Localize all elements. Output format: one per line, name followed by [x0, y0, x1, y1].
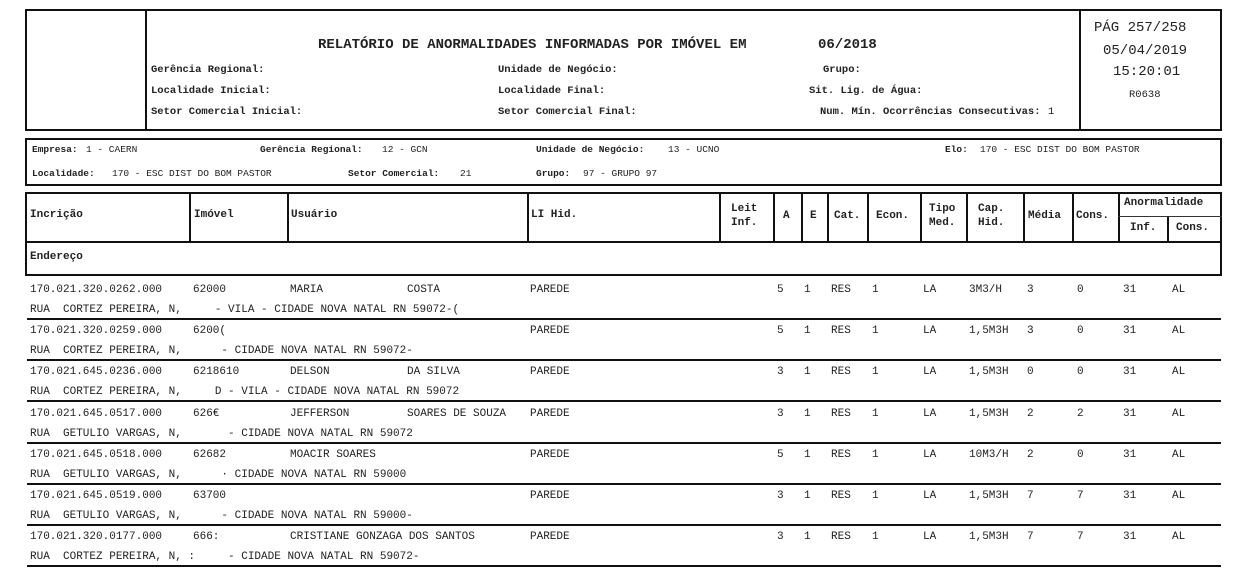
filter-setor-final: Setor Comercial Final: [498, 106, 637, 118]
report-code: R0638 [1129, 89, 1161, 101]
row-tipo-med: LA [923, 490, 937, 502]
row-cat: RES [831, 490, 851, 502]
page-number: PÁG 257/258 [1094, 20, 1187, 36]
col-sep-11 [1023, 192, 1025, 242]
row-tipo-med: LA [923, 366, 937, 378]
row-a: 3 [777, 408, 784, 420]
row-anorm-inf: 31 [1123, 366, 1137, 378]
row-separator [27, 400, 1221, 402]
setor-label: Setor Comercial: [348, 168, 440, 179]
filter-grupo: Grupo: [823, 64, 861, 76]
row-li-hid: PAREDE [530, 325, 570, 337]
anormalidade-divider [1118, 216, 1222, 217]
row-e: 1 [804, 325, 811, 337]
col-tipo-med-1: Tipo [929, 203, 956, 215]
row-separator [27, 359, 1221, 361]
row-e: 1 [804, 449, 811, 461]
filter-gerencia-regional: Gerência Regional: [151, 64, 265, 76]
row-cap-hid: 1,5M3H [969, 366, 1009, 378]
col-sep-4 [719, 192, 721, 242]
setor-value: 21 [460, 168, 472, 179]
row-imovel: 62000 [193, 284, 227, 296]
row-media: 3 [1027, 284, 1034, 296]
gerencia-label: Gerência Regional: [260, 144, 363, 155]
row-usuario-sobrenome: DA SILVA [407, 366, 460, 378]
row-usuario: JEFFERSON [290, 408, 350, 420]
row-cat: RES [831, 325, 851, 337]
row-usuario: CRISTIANE GONZAGA DOS SANTOS [290, 531, 475, 543]
col-sep-9 [920, 192, 922, 242]
row-a: 5 [777, 449, 784, 461]
row-tipo-med: LA [923, 325, 937, 337]
row-cat: RES [831, 449, 851, 461]
col-sep-13 [1118, 192, 1120, 242]
col-sep-2 [287, 192, 289, 242]
row-inscricao: 170.021.320.0177.000 [30, 531, 163, 543]
row-media: 3 [1027, 325, 1034, 337]
column-header-divider [25, 241, 1222, 243]
filter-num-min-ocorrencias: Num. Mín. Ocorrências Consecutivas: [820, 106, 1041, 118]
col-sep-1 [189, 192, 191, 242]
filter-setor-inicial: Setor Comercial Inicial: [151, 106, 303, 118]
row-separator [27, 565, 1221, 567]
localidade-value: 170 - ESC DIST DO BOM PASTOR [112, 168, 272, 179]
row-inscricao: 170.021.320.0262.000 [30, 284, 163, 296]
col-cap-hid-2: Hid. [978, 217, 1005, 229]
row-endereco: RUA GETULIO VARGAS, N, · CIDADE NOVA NATAL RN 59000 [30, 469, 407, 481]
row-anorm-inf: 31 [1123, 490, 1137, 502]
row-a: 5 [777, 284, 784, 296]
row-inscricao: 170.021.320.0259.000 [30, 325, 163, 337]
row-econ: 1 [872, 284, 879, 296]
col-tipo-med-2: Med. [929, 217, 956, 229]
row-anorm-cons: AL [1172, 531, 1186, 543]
row-cons: 2 [1077, 408, 1084, 420]
row-separator [27, 524, 1221, 526]
row-endereco: RUA CORTEZ PEREIRA, N, - CIDADE NOVA NATAL RN 59072- [30, 345, 413, 357]
row-anorm-cons: AL [1172, 366, 1186, 378]
row-endereco: RUA GETULIO VARGAS, N, - CIDADE NOVA NATAL RN 59000- [30, 510, 413, 522]
report-title: RELATÓRIO DE ANORMALIDADES INFORMADAS POR IMÓVEL EM [318, 37, 747, 53]
grupo-label: Grupo: [536, 168, 571, 179]
row-a: 3 [777, 366, 784, 378]
row-inscricao: 170.021.645.0518.000 [30, 449, 163, 461]
row-usuario-sobrenome: COSTA [407, 284, 441, 296]
filter-num-min-ocorrencias-value: 1 [1048, 106, 1055, 118]
col-endereco: Endereço [30, 251, 83, 263]
row-inscricao: 170.021.645.0519.000 [30, 490, 163, 502]
filter-localidade-final: Localidade Final: [498, 85, 606, 97]
row-cat: RES [831, 366, 851, 378]
row-econ: 1 [872, 325, 879, 337]
row-cons: 0 [1077, 366, 1084, 378]
row-anorm-inf: 31 [1123, 408, 1137, 420]
row-media: 7 [1027, 490, 1034, 502]
row-e: 1 [804, 531, 811, 543]
row-cap-hid: 1,5M3H [969, 325, 1009, 337]
filter-unidade-negocio: Unidade de Negócio: [498, 64, 618, 76]
row-cons: 7 [1077, 531, 1084, 543]
row-e: 1 [804, 284, 811, 296]
col-media: Média [1028, 210, 1062, 222]
row-cons: 0 [1077, 325, 1084, 337]
row-tipo-med: LA [923, 449, 937, 461]
row-anorm-cons: AL [1172, 284, 1186, 296]
row-endereco: RUA GETULIO VARGAS, N, - CIDADE NOVA NATAL RN 59072 [30, 428, 413, 440]
row-cons: 0 [1077, 284, 1084, 296]
row-endereco: RUA CORTEZ PEREIRA, N, - VILA - CIDADE NOVA NATAL RN 59072-( [30, 304, 460, 316]
row-li-hid: PAREDE [530, 408, 570, 420]
row-anorm-cons: AL [1172, 490, 1186, 502]
unidade-label: Unidade de Negócio: [536, 144, 645, 155]
col-inscricao: Incrição [30, 209, 83, 221]
report-time: 15:20:01 [1113, 64, 1181, 80]
row-imovel: 626€ [193, 408, 220, 420]
grupo-value: 97 - GRUPO 97 [583, 168, 658, 179]
row-cap-hid: 1,5M3H [969, 490, 1009, 502]
row-li-hid: PAREDE [530, 531, 570, 543]
col-sep-8 [867, 192, 869, 242]
row-usuario-sobrenome: SOARES DE SOUZA [407, 408, 507, 420]
row-cap-hid: 1,5M3H [969, 408, 1009, 420]
filter-localidade-inicial: Localidade Inicial: [151, 85, 271, 97]
header-divider-left [145, 9, 147, 131]
localidade-label: Localidade: [32, 168, 95, 179]
col-anormalidade: Anormalidade [1124, 197, 1204, 209]
report-date: 05/04/2019 [1103, 43, 1188, 59]
row-endereco: RUA CORTEZ PEREIRA, N, D - VILA - CIDADE NOVA NATAL RN 59072 [30, 386, 460, 398]
row-cap-hid: 10M3/H [969, 449, 1009, 461]
row-econ: 1 [872, 449, 879, 461]
col-anorm-cons: Cons. [1176, 222, 1210, 234]
row-cap-hid: 1,5M3H [969, 531, 1009, 543]
row-anorm-cons: AL [1172, 408, 1186, 420]
row-media: 7 [1027, 531, 1034, 543]
row-usuario: MARIA [290, 284, 324, 296]
row-anorm-inf: 31 [1123, 284, 1137, 296]
col-e: E [810, 210, 817, 222]
row-econ: 1 [872, 408, 879, 420]
row-a: 3 [777, 531, 784, 543]
row-econ: 1 [872, 490, 879, 502]
row-tipo-med: LA [923, 531, 937, 543]
row-cons: 0 [1077, 449, 1084, 461]
row-imovel: 6218610 [193, 366, 240, 378]
row-separator [27, 483, 1221, 485]
row-anorm-inf: 31 [1123, 531, 1137, 543]
col-a: A [783, 210, 790, 222]
row-anorm-inf: 31 [1123, 325, 1137, 337]
row-li-hid: PAREDE [530, 449, 570, 461]
col-leit-inf-1: Leit [731, 203, 758, 215]
row-usuario: MOACIR SOARES [290, 449, 376, 461]
row-li-hid: PAREDE [530, 490, 570, 502]
row-imovel: 6200( [193, 325, 227, 337]
elo-value: 170 - ESC DIST DO BOM PASTOR [980, 144, 1140, 155]
col-sep-14 [1167, 217, 1169, 242]
col-sep-5 [773, 192, 775, 242]
col-cons: Cons. [1076, 210, 1110, 222]
column-header [25, 192, 1222, 276]
row-anorm-cons: AL [1172, 449, 1186, 461]
empresa-value: 1 - CAERN [86, 144, 138, 155]
row-li-hid: PAREDE [530, 366, 570, 378]
row-media: 0 [1027, 366, 1034, 378]
row-imovel: 666: [193, 531, 220, 543]
row-anorm-cons: AL [1172, 325, 1186, 337]
row-e: 1 [804, 490, 811, 502]
row-separator [27, 318, 1221, 320]
col-sep-3 [527, 192, 529, 242]
col-imovel: Imóvel [194, 209, 234, 221]
row-media: 2 [1027, 449, 1034, 461]
row-e: 1 [804, 408, 811, 420]
col-anorm-inf: Inf. [1130, 222, 1157, 234]
col-sep-12 [1072, 192, 1074, 242]
row-separator [27, 442, 1221, 444]
row-cat: RES [831, 284, 851, 296]
row-inscricao: 170.021.645.0236.000 [30, 366, 163, 378]
elo-label: Elo: [945, 144, 968, 155]
col-usuario: Usuário [291, 209, 338, 221]
col-cat: Cat. [834, 210, 861, 222]
row-endereco: RUA CORTEZ PEREIRA, N, : - CIDADE NOVA NATAL RN 59072- [30, 551, 420, 563]
col-cap-hid-1: Cap. [978, 203, 1005, 215]
row-a: 3 [777, 490, 784, 502]
row-anorm-inf: 31 [1123, 449, 1137, 461]
row-media: 2 [1027, 408, 1034, 420]
col-sep-10 [966, 192, 968, 242]
row-imovel: 62682 [193, 449, 227, 461]
row-cons: 7 [1077, 490, 1084, 502]
row-tipo-med: LA [923, 284, 937, 296]
unidade-value: 13 - UCNO [668, 144, 720, 155]
row-econ: 1 [872, 531, 879, 543]
row-cap-hid: 3M3/H [969, 284, 1003, 296]
row-li-hid: PAREDE [530, 284, 570, 296]
row-cat: RES [831, 408, 851, 420]
report-period: 06/2018 [818, 37, 877, 53]
row-cat: RES [831, 531, 851, 543]
col-leit-inf-2: Inf. [731, 217, 758, 229]
col-sep-6 [801, 192, 803, 242]
filter-sit-lig-agua: Sit. Lig. de Água: [809, 85, 923, 97]
row-a: 5 [777, 325, 784, 337]
row-inscricao: 170.021.645.0517.000 [30, 408, 163, 420]
row-e: 1 [804, 366, 811, 378]
gerencia-value: 12 - GCN [382, 144, 428, 155]
row-tipo-med: LA [923, 408, 937, 420]
row-econ: 1 [872, 366, 879, 378]
row-usuario: DELSON [290, 366, 330, 378]
empresa-label: Empresa: [32, 144, 78, 155]
col-sep-7 [827, 192, 829, 242]
row-imovel: 63700 [193, 490, 227, 502]
col-li-hid: LI Hid. [531, 209, 578, 221]
col-econ: Econ. [876, 210, 910, 222]
header-divider-right [1079, 9, 1081, 131]
